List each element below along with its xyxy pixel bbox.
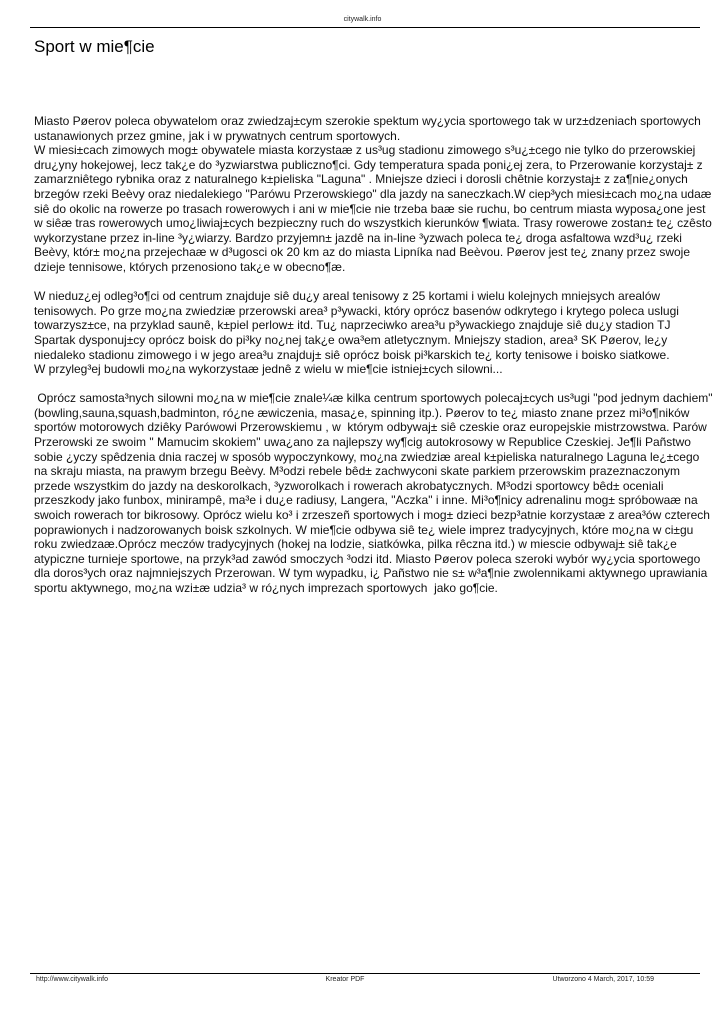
footer-url-link[interactable]: http://www.citywalk.info [36,976,108,983]
article-paragraph: Oprócz samosta³nych silowni mo¿na w mie¶cie znale¼æ kilka centrum sportowych polecaj±cych us³ugi "pod jednym dachiem" (bowling,sauna,squash,badminton, ró¿ne æwiczenia, masa¿e, spinning itp.). Pøerov to te¿ miasto znane przez mi³o¶ników sportów motorowych dziêky Parówowi Przerowskiemu , w którym odbywaj± siê czeskie oraz europejskie mistrzowstwa. Parów Przerowski ze swoim " Mamucim skokiem" uwa¿ano za najlepszy wy¶cig autokrosowy w Republice Czeskiej. Je¶li Pañstwo sobie ¿yczy spêdzenia dnia raczej w sposób wypoczynkowy, mo¿na zwiedziæ areal k±pieliska naturalnego Laguna le¿±cego na skraju miasta, na prawym brzegu Beèvy. M³odzi rebele bêd± zachwyconi skate parkiem przerowskim prazeznaczonym przede wszystkim do jazdy na deskorolkach, ³yzworolkach i rowerach akrobatycznych. M³odzi sportowcy bêd± oceniali przeszkody jako funbox, minirampê, ma³e i du¿e radiusy, Langera, "Aczka" i inne. Mi³o¶nicy adrenalinu mog± spróbowaæ na swoich rowerach tor bikrosowy. Oprócz wielu ko³ i zrzeszeñ sportowych i mog± dzieci bezp³atnie korzystaæ z area³ów czterech poprawionych i nadzorowanych boisk szkolnych. W mie¶cie odbywa siê te¿ wiele imprez tradycyjnych, które mo¿na w ci±gu roku zwiedzaæ.Oprócz meczów tradycyjnych (hokej na lodzie, siatkówka, pilka rêczna itd.) w miescie odbywaj± siê tak¿e atypiczne turnieje sportowe, na przyk³ad zawód smoczych ³odzi itd. Miasto Pøerov poleca szeroki wybór wy¿ycia sportowego dla doros³ych oraz najmniejszych Przerowan. W tym wypadku, i¿ Pañstwo nie s± w³a¶nie zwolennikami aktywnego uprawiania sportu aktywnego, mo¿na wzi±æ udzia³ w ró¿nych imprezach sportowych jako go¶cie. [34,391,716,595]
site-name: citywalk.info [343,16,382,23]
footer-created-date: Utworzono 4 March, 2017, 10:59 [552,976,654,983]
article-paragraph: W przyleg³ej budowli mo¿na wykorzystaæ jednê z wielu w mie¶cie istniej±cych silowni... [34,362,503,377]
article-paragraph: W nieduz¿ej odleg³o¶ci od centrum znajduje siê du¿y areal tenisowy z 25 kortami i wielu kolejnych mniejsych arealów tenisowych. Po grze mo¿na zwiedziæ przerowski area³ p³ywacki, który oprócz basenów odkrytego i krytego poleca uslugi towarzysz±ce, na przyklad saunê, k±piel perlow± itd. Tu¿ naprzeciwko area³u p³ywackiego znajduje siê du¿y stadion TJ Spartak dysponuj±cy oprócz boisk do pi³ky no¿nej tak¿e owa³em atletycznym. Mniejszy stadion, area³ SK Pøerov, le¿y niedaleko stadionu zimowego i w jego area³u znajduj± siê oprócz boisk pi³karskich te¿ korty tenisowe i boisko siatkowe. [34,289,683,362]
footer-generator: Kreator PDF [325,976,365,983]
article-body [34,114,714,596]
article-paragraph: W miesi±cach zimowych mog± obywatele miasta korzystaæ z us³ug stadionu zimowego s³u¿±cego nie tylko do przerowskiej dru¿yny hokejowej, lecz tak¿e do ³yzwiarstwa publiczno¶ci. Gdy temperatura spada poni¿ej zera, to Przerowanie korzystaj± z zamarzniêtego rybnika oraz z naturalnego k±pieliska "Laguna" . Mniejsze dzieci i dorosli chêtnie korzystaj± z za¶nie¿onych brzegów rzeki Beèvy oraz niedalekiego "Parówu Przerowskiego" dla jazdy na saneczkach.W ciep³ych miesi±cach mo¿na udaæ siê do okolic na rowerze po trasach rowerowych i ani w mie¶cie nie trzeba baæ sie ruchu, bo centrum miasta wyposa¿one jest w siêæ tras rowerowych umo¿liwiaj±cych bezpieczny ruch do wszystkich kierunków ¶wiata. Trasy rowerowe zostan± te¿ czêsto wykorzystane przez in-line ³y¿wiarzy. Bardzo przyjemn± jazdê na in-line ³yzwach poleca te¿ droga asfaltowa wzd³u¿ rzeki Beèvy, któr± mo¿na przejechaæ w d³ugosci ok 20 km az do miasta Lipníka nad Beèvou. Pøerov jest te¿ znany przez swoje dzieje tennisowe, których przenosiono tak¿e w obecno¶æ. [34,143,716,274]
footer-divider [30,973,700,974]
header-divider [30,27,700,28]
article-paragraph: Miasto Pøerov poleca obywatelom oraz zwiedzaj±cym szerokie spektum wy¿ycia sportowego tak w urz±dzeniach sportowych ustanawionych przez gmine, jak i w prywatnych centrum sportowych. [34,114,705,143]
page-footer [36,976,654,986]
page-title: Sport w mie¶cie [34,37,155,56]
